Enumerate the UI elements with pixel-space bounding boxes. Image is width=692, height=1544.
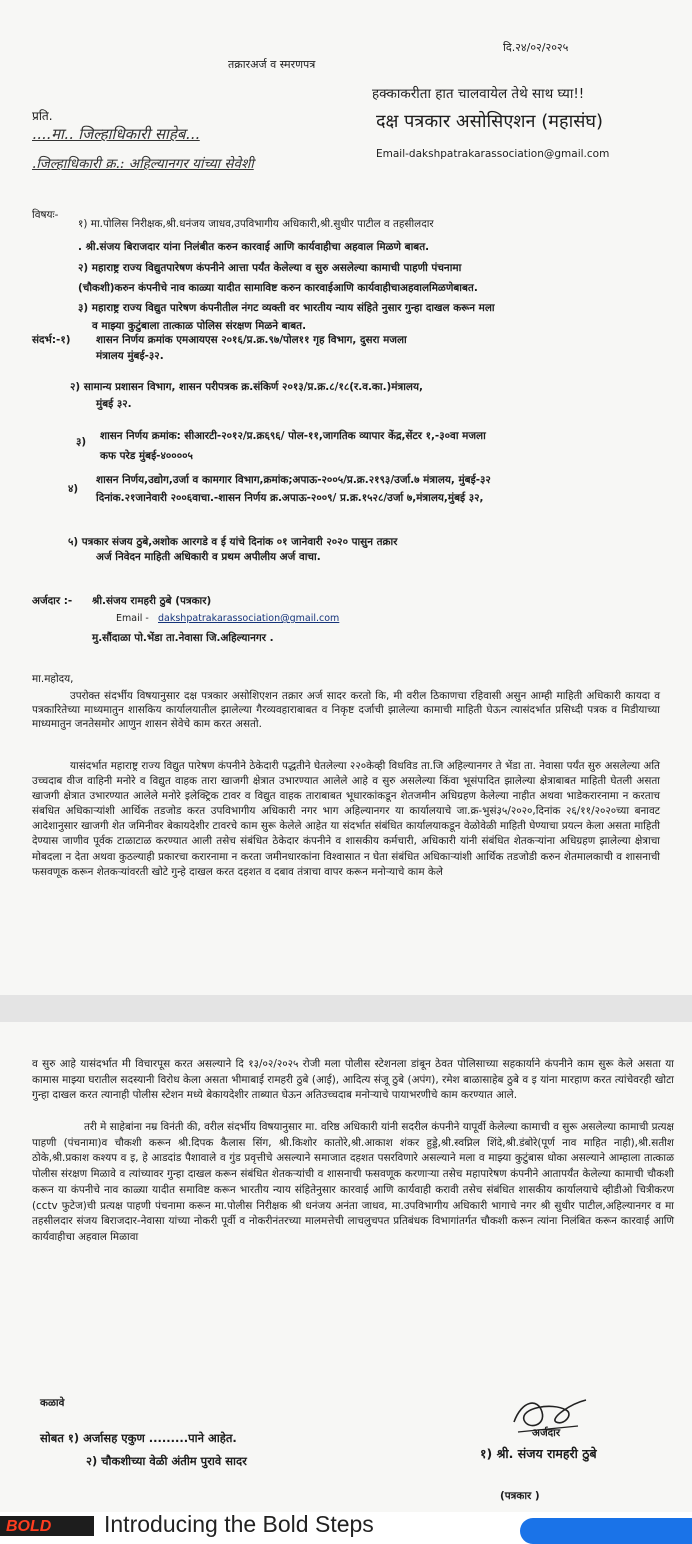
sandarbh-line: शासन निर्णय क्रमांक एमआयएस २०१६/प्र.क्र.९७/पोल११ गृह विभाग, दुसरा मजला	[96, 334, 407, 346]
body-paragraph: यासंदर्भात महाराष्ट्र राज्य विद्युत पारेषण कंपनीने ठेकेदारी पद्धतीने घेतलेल्या २२०केव्ही विधविड ता.जि अहिल्यानगर ते भेंडा ता. नेवासा पर्यंत सुरु असलेल्या अति उच्चदाब वीज वाहिनी मनोरे व विद्युत वाहक तारा खाजगी क्षेत्रात उभारण्यात आलेले आहे व सुरु असलेल्या किंवा भूसंपादित झालेल्या क्षेत्राबाबत माहिती घेतली असता खाजगी क्षेत्रात उभारण्यात आलेले मनोरे इलेक्ट्रिक टावर व विद्युत वाहक ताराबाबत भूधारकांकडून शेतजमीन अधिग्रहण केलेल्या नाहीत अथवा भाडेकरारनामा न करताच संबधित अधिकाऱ्यांशी आर्थिक तडजोड करत उपविभागीय अधिकारी नगर भाग अहिल्यानगर या कार्यालयाचे जा.क्र-भुसं३५/२०२०,दिनांक २६/११/२०२०च्या बनावट आदेशानुसार खाजगी शेत जमिनीवर बेकायदेशीर टावरचे काम सुरू केलेले आहेत या संदर्भात संबंधित कार्यालयाकडून वेळोवेळी माहिती घेण्याचा प्रयत्न केला असता माहिती देण्यास जाणीव पूर्वक टाळाटाळ करण्यात आली तसेच संबंधित ठेकेदार कंपनीने व शासकीय कर्मचारी, अधिकारी यांनी संबंधित शेतकऱ्यांना अधिग्रहण झालेल्या क्षेत्राचा मोबदला न देता अथवा कुठल्याही प्रकारचा करारनामा न करता जमीनधारकांना विश्वासात न घेता संबंधित अधिकाऱ्यांशी आर्थिक तडजोडी करुन शेतमालकाची व शासनाची फसवणूक करून शेतकऱ्यांवरती खोटे गुन्हे दाखल करत दहशत व दबाव तंत्राचा वापर करून मनोऱ्याचे काम केले	[32, 760, 660, 878]
vishay-label: विषयः-	[32, 209, 59, 221]
body-paragraph: तरी मे साहेबांना नम्र विनंती की, वरील संदर्भीय विषयानुसार मा. वरिष्ठ अधिकारी यांनी सदरील कंपनीने यापूर्वी केलेल्या कामाची व सुरू असलेल्या कामाची प्रत्यक्ष पाहणी (पंचनामा)व चौकशी करून श्री.दिपक कैलास सिंग, श्री.किशोर कातोरे,श्री.आकाश शंकर हुड्डे,श्री.स्वप्निल शिंदे,श्री.डंबोरे(पूर्ण नाव माहित नाही),श्री.सतीश ठोके,श्री.प्रकाश कश्यप व इ, हे आडदांड पैशावाले व गुंड प्रवृत्तीचे असल्याने समाजात दहशत पसरविणारे असल्याने मला व माझ्या कुटुंबास धोका असल्याने आम्हाला तात्काळ पोलीस संरक्षण मिळावे व त्यांच्यावर गुन्हा दाखल करून संबंधित शेतकऱ्यांची व शासनाची फसवणूक करणाऱ्या तसेच महापारेषण कंपनीने आतापर्यंत केलेल्या कामाची चौकशी करून या कंपनीचे नाव काळ्या यादीत समाविष्ट करून भारतीय न्याय संहितेनुसार कारवाई आणि कार्यवाही करावी तसेच संबंधित शासकीय कार्यालयाचे व्हीडीओ चित्रीकरण (cctv फुटेज)ची प्रत्यक्ष पाहणी पंचनामा करून मा.पोलीस निरीक्षक श्री धनंजय अनंता जाधव, मा.उपविभागीय अधिकारी भागाचे नगर श्री सुधीर पाटील,अहिल्यानगर व मा तहसीलदार संजय बिराजदार-नेवासा यांच्या नोकरी पूर्वी व नोकरीनंतरच्या मालमत्तेची लाचलुचपत प्रतिबंधक विभागांतर्गत चौकशी करून त्यांना निलंबित करून कारवाई आणि कार्यवाहीचा अहवाल मिळावा	[32, 1121, 674, 1243]
page-gap	[0, 995, 692, 1022]
enclosure-line: २) चौकशीच्या वेळी अंतीम पुरावे सादर	[86, 1454, 247, 1468]
arjdar-email-label: Email -	[116, 613, 149, 624]
sandarbh-line: ३)	[76, 436, 87, 448]
addressee-line-1: ....मा.. जिल्हाधिकारी साहेब...	[32, 125, 200, 143]
bottom-ad-banner[interactable]	[0, 1512, 692, 1536]
prati-label: प्रति.	[32, 109, 53, 123]
sandarbh-line: शासन निर्णय,उद्योग,उर्जा व कामगार विभाग,क्रमांक;अपाऊ-२००५/प्र.क्र.२१९३/उर्जा.७ मंत्रालय, मुंबई-३२	[96, 474, 491, 486]
org-slogan: हक्काकरीता हात चालवायेल तेथे साथ घ्या!!	[372, 86, 585, 102]
sandarbh-line: ५) पत्रकार संजय ठुबे,अशोक आरगडे व ई यांचे दिनांक ०१ जानेवारी २०२० पासुन तक्रार	[68, 536, 398, 548]
sandarbh-line: २) सामान्य प्रशासन विभाग, शासन परीपत्रक क्र.संकिर्ण २०१३/प्र.क्र.८/१८(र.व.का.)मंत्रालय,	[70, 381, 423, 393]
letter-date: दि.२४/०२/२०२५	[503, 41, 569, 54]
signer-name: १) श्री. संजय रामहरी ठुबे	[480, 1446, 597, 1461]
addressee-line-2: .जिल्हाधिकारी क्र.: अहिल्यानगर यांच्या सेवेशी	[32, 156, 254, 172]
arjdar-label: अर्जदार :-	[32, 595, 73, 607]
kalave-label: कळावे	[40, 1397, 65, 1409]
sandarbh-label: संदर्भ:-१)	[32, 334, 71, 346]
salutation: मा.महोदय,	[32, 673, 74, 685]
banner-headline[interactable]: Introducing the Bold Steps	[104, 1511, 374, 1537]
document-page-2	[0, 1022, 692, 1512]
sandarbh-line: कफ परेड मुंबई-४००००५	[100, 450, 193, 462]
sandarbh-line: मुंबई ३२.	[96, 398, 132, 410]
vishay-line: २) महाराष्ट्र राज्य विद्युतपारेषण कंपनीने आत्ता पर्यंत केलेल्या व सुरु असलेल्या कामाची पाहणी पंचनामा	[78, 262, 462, 274]
vishay-line: ३) महाराष्ट्र राज्य विद्युत पारेषण कंपनीतील नंगट व्यक्ती वर भारतीय न्याय संहिते नुसार गुन्हा दाखल करून मला	[78, 302, 495, 314]
org-email: Email-dakshpatrakarassociation@gmail.com	[376, 148, 610, 160]
signer-role: (पत्रकार )	[500, 1490, 540, 1502]
signature-label: अर्जदार	[532, 1427, 561, 1439]
body-paragraph: उपरोक्त संदर्भीय विषयानुसार दक्ष पत्रकार असोशिएशन तक्रार अर्ज सादर करतो कि, मी वरील ठिकाणचा रहिवासी असुन आम्ही माहिती अधिकारी कायदा व पत्रकारितेच्या माध्यमातुन शासकिय कार्यालयातील झालेल्या गैरव्यवहाराबाबत व निकृष्ट दर्जाची झालेल्या कामाची माहिती घेऊन त्यासंदर्भात प्रसिध्दी पत्रक व मिडीयाच्या माध्यमातुन जनतेसमोर आणुन शासन सेवेचे काम करत असतो.	[32, 690, 660, 731]
sandarbh-line: ४)	[68, 483, 79, 495]
arjdar-address: मु.सौंदाळा पो.भेंडा ता.नेवासा जि.अहिल्यानगर .	[92, 632, 274, 644]
vishay-line: १) मा.पोलिस निरीक्षक,श्री.धनंजय जाधव,उपविभागीय अधिकारी,श्री.सुधीर पाटील व तहसीलदार	[78, 218, 434, 230]
sandarbh-line: मंत्रालय मुंबई-३२.	[96, 350, 164, 362]
vishay-line: व माझ्या कुटुंबाला तात्काळ पोलिस संरक्षण मिळने बाबत.	[92, 320, 307, 332]
sandarbh-line: शासन निर्णय क्रमांक: सीआरटी-२०१२/प्र.क्र६९६/ पोल-११,जागतिक व्यापार केंद्र,सेंटर १,-३०वा मजला	[100, 430, 486, 442]
vishay-line: . श्री.संजय बिराजदार यांना निलंबीत करुन कारवाई आणि कार्यवाहीचा अहवाल मिळणे बाबत.	[78, 241, 430, 253]
letter-heading: तक्रारअर्ज व स्मरणपत्र	[228, 58, 316, 71]
sandarbh-line: दिनांक.२१जानेवारी २००६वाचा.-शासन निर्णय क्र.अपाऊ-२००९/ प्र.क्र.१५२८/उर्जा ७,मंत्रालय,मुंबई ३२,	[96, 492, 484, 504]
vishay-line: (चौकशी)करुन कंपनीचे नाव काळ्या यादीत सामाविष्ट करुन कारवाईआणि कार्यवाहीचाअहवालमिळणेबाबत.	[78, 282, 478, 294]
org-name: दक्ष पत्रकार असोसिएशन (महासंघ)	[376, 111, 604, 132]
bold-logo: BOLD	[0, 1516, 94, 1536]
body-paragraph: व सुरु आहे यासंदर्भात मी विचारपूस करत असल्याने दि १३/०२/२०२५ रोजी मला पोलीस स्टेशनला डांबून ठेवत पोलिसाच्या सहकार्याने कंपनीने काम सुरू केले असता या कामास माझ्या घरातील सदस्यानी विरोध केला असता भीमाबाई रामहरी ठुबे (आई), आदित्य संजू ठुबे (अपंग), रमेश बाळासाहेब ठुबे व इ यांना मारहाण करत त्यांचेवरही खोटा गुन्हा दाखल करत त्यानाही पोलीस स्टेशन मध्ये बेकायदेशीर ताब्यात घेऊन अतिउच्चदाब मनोऱ्याचे पायाभरणीचे काम करण्यात आले.	[32, 1058, 674, 1102]
sandarbh-line: अर्ज निवेदन माहिती अधिकारी व प्रथम अपीलीय अर्ज वाचा.	[96, 551, 321, 563]
enclosure-line: सोबत १) अर्जासह एकुण .........पाने आहेत.	[40, 1431, 237, 1445]
arjdar-email-link[interactable]: dakshpatrakarassociation@gmail.com	[158, 613, 340, 624]
banner-cta-button[interactable]	[520, 1518, 692, 1544]
arjdar-name: श्री.संजय रामहरी ठुबे (पत्रकार)	[92, 595, 212, 607]
